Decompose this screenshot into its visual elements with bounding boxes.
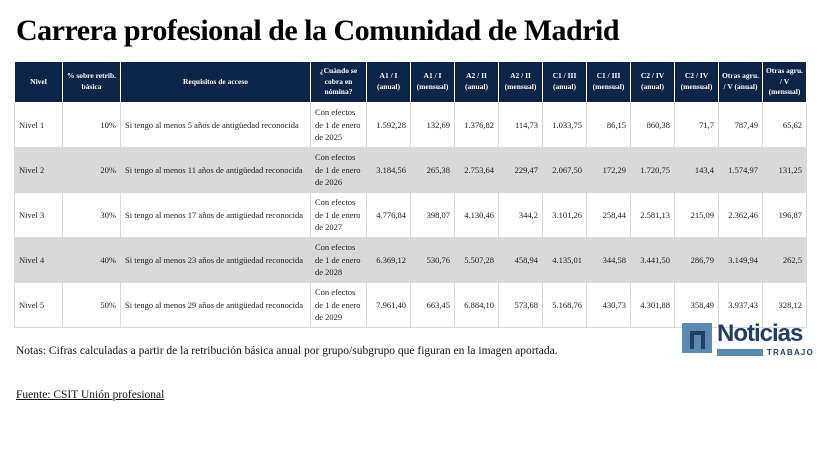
cell-pct: 40% (63, 238, 121, 283)
source-link[interactable]: Fuente: CSIT Unión profesional (16, 389, 165, 401)
cell-nivel: Nivel 3 (15, 193, 63, 238)
table-row (15, 238, 807, 283)
cell-req: Si tengo al menos 17 años de antigüedad reconocida (121, 193, 311, 238)
cell-value: 860,38 (631, 103, 675, 148)
notes-text: Notas: Cifras calculadas a partir de la retribución básica anual por grupo/subgrupo que figuran en la imagen aportada. (16, 345, 558, 357)
cell-req: Si tengo al menos 5 años de antigüedad reconocida (121, 103, 311, 148)
cell-value: 143,4 (675, 148, 719, 193)
cell-value: 2.753,64 (455, 148, 499, 193)
cell-value: 6.369,12 (367, 238, 411, 283)
cell-nivel: Nivel 1 (15, 103, 63, 148)
cell-value: 131,25 (763, 148, 807, 193)
cell-cuando: Con efectos de 1 de enero de 2028 (311, 238, 367, 283)
cell-pct: 30% (63, 193, 121, 238)
cell-value: 3.101,26 (543, 193, 587, 238)
logo-bar (717, 349, 763, 356)
column-header: C1 / III (mensual) (587, 62, 631, 103)
column-header: Otras agru. / V (anual) (719, 62, 763, 103)
table-row (15, 193, 807, 238)
cell-value: 2.362,46 (719, 193, 763, 238)
cell-value: 4.301,88 (631, 283, 675, 328)
logo-wordmark: Noticias (717, 320, 803, 347)
cell-value: 1.033,75 (543, 103, 587, 148)
cell-value: 3.184,56 (367, 148, 411, 193)
cell-value: 4.130,46 (455, 193, 499, 238)
cell-pct: 50% (63, 283, 121, 328)
cell-value: 328,12 (763, 283, 807, 328)
cell-value: 265,38 (411, 148, 455, 193)
noticias-n-icon (682, 323, 712, 353)
cell-value: 4.135,01 (543, 238, 587, 283)
cell-value: 1.574,97 (719, 148, 763, 193)
column-header: Requisitos de acceso (121, 62, 311, 103)
cell-value: 787,49 (719, 103, 763, 148)
table-row (15, 103, 807, 148)
cell-req: Si tengo al menos 29 años de antigüedad reconocida (121, 283, 311, 328)
cell-value: 132,69 (411, 103, 455, 148)
cell-nivel: Nivel 2 (15, 148, 63, 193)
cell-cuando: Con efectos de 1 de enero de 2029 (311, 283, 367, 328)
cell-cuando: Con efectos de 1 de enero de 2026 (311, 148, 367, 193)
column-header: C2 / IV (anual) (631, 62, 675, 103)
cell-value: 430,73 (587, 283, 631, 328)
cell-value: 663,45 (411, 283, 455, 328)
cell-value: 1.592,28 (367, 103, 411, 148)
logo-tagline: TRABAJO (766, 347, 814, 357)
cell-value: 262,5 (763, 238, 807, 283)
column-header: A2 / II (mensual) (499, 62, 543, 103)
column-header: Nivel (15, 62, 63, 103)
column-header: Otras agru. / V (mensual) (763, 62, 807, 103)
cell-value: 65,62 (763, 103, 807, 148)
cell-nivel: Nivel 5 (15, 283, 63, 328)
n-glyph-icon (690, 331, 705, 349)
cell-value: 344,2 (499, 193, 543, 238)
table-row (15, 283, 807, 328)
cell-value: 2.581,13 (631, 193, 675, 238)
cell-nivel: Nivel 4 (15, 238, 63, 283)
cell-value: 3.937,43 (719, 283, 763, 328)
cell-req: Si tengo al menos 11 años de antigüedad reconocida (121, 148, 311, 193)
page-title: Carrera profesional de la Comunidad de Madrid (16, 14, 620, 47)
cell-value: 286,79 (675, 238, 719, 283)
table-body (15, 103, 807, 328)
table-row (15, 148, 807, 193)
cell-value: 5.507,28 (455, 238, 499, 283)
cell-value: 6.884,10 (455, 283, 499, 328)
column-header: A1 / I (mensual) (411, 62, 455, 103)
cell-value: 344,58 (587, 238, 631, 283)
cell-cuando: Con efectos de 1 de enero de 2025 (311, 103, 367, 148)
career-salary-table (14, 61, 807, 328)
cell-value: 530,76 (411, 238, 455, 283)
cell-value: 358,49 (675, 283, 719, 328)
column-header: C1 / III (anual) (543, 62, 587, 103)
table-header-row (15, 62, 807, 103)
cell-value: 172,29 (587, 148, 631, 193)
cell-req: Si tengo al menos 23 años de antigüedad reconocida (121, 238, 311, 283)
cell-value: 573,68 (499, 283, 543, 328)
cell-value: 7.961,40 (367, 283, 411, 328)
cell-value: 3.149,94 (719, 238, 763, 283)
column-header: % sobre retrib. básica (63, 62, 121, 103)
cell-value: 258,44 (587, 193, 631, 238)
cell-value: 1.720,75 (631, 148, 675, 193)
column-header: A1 / I (anual) (367, 62, 411, 103)
cell-value: 2.067,50 (543, 148, 587, 193)
column-header: ¿Cuándo se cobra en nómina? (311, 62, 367, 103)
noticias-trabajo-logo (682, 320, 814, 357)
column-header: A2 / II (anual) (455, 62, 499, 103)
cell-value: 215,09 (675, 193, 719, 238)
column-header: C2 / IV (mensual) (675, 62, 719, 103)
cell-pct: 20% (63, 148, 121, 193)
cell-value: 398,07 (411, 193, 455, 238)
cell-value: 458,94 (499, 238, 543, 283)
cell-value: 3.441,50 (631, 238, 675, 283)
cell-value: 1.376,82 (455, 103, 499, 148)
cell-value: 229,47 (499, 148, 543, 193)
cell-value: 196,87 (763, 193, 807, 238)
cell-value: 71,7 (675, 103, 719, 148)
cell-value: 86,15 (587, 103, 631, 148)
cell-pct: 10% (63, 103, 121, 148)
cell-value: 114,73 (499, 103, 543, 148)
cell-cuando: Con efectos de 1 de enero de 2027 (311, 193, 367, 238)
cell-value: 5.168,76 (543, 283, 587, 328)
cell-value: 4.776,84 (367, 193, 411, 238)
